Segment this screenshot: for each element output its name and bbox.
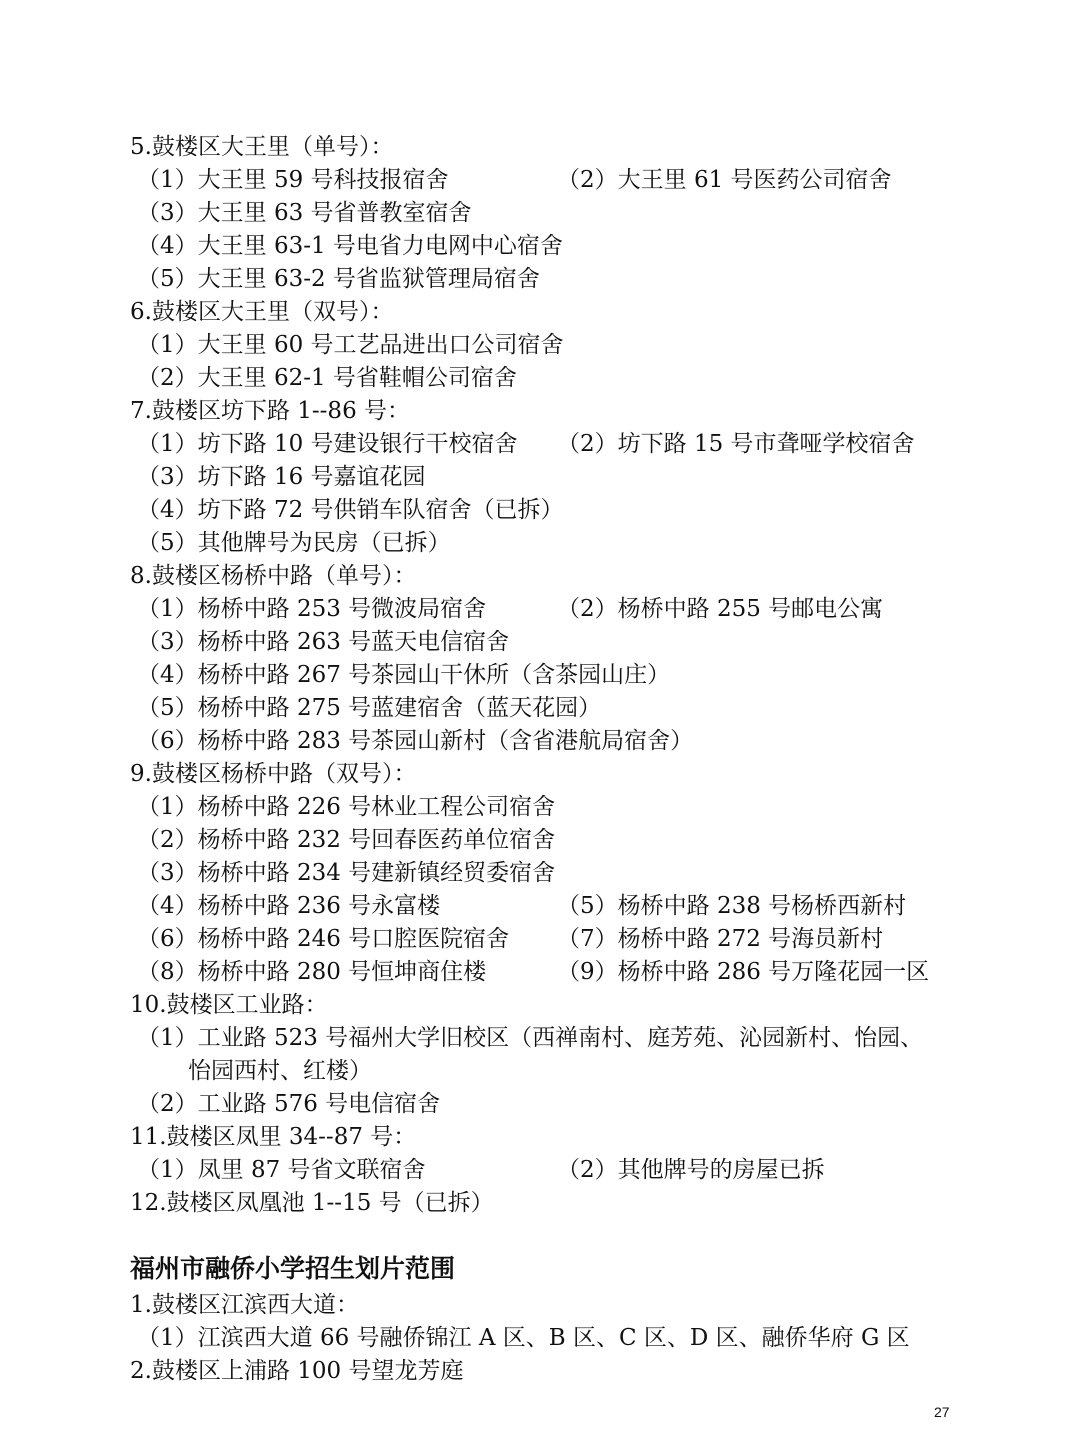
list-item: （9）杨桥中路 286 号万隆花园一区 bbox=[557, 959, 930, 985]
section-title: 1.鼓楼区江滨西大道： bbox=[130, 1292, 359, 1318]
list-item: （1）大王里 59 号科技报宿舍 bbox=[137, 167, 449, 193]
list-item: （5）其他牌号为民房（已拆） bbox=[137, 530, 451, 556]
list-item-continuation: 怡园西村、红楼） bbox=[188, 1058, 372, 1084]
list-item: （3）杨桥中路 234 号建新镇经贸委宿舍 bbox=[137, 860, 556, 886]
list-item: （2）坊下路 15 号市聋哑学校宿舍 bbox=[557, 431, 915, 457]
list-item: （2）大王里 62-1 号省鞋帽公司宿舍 bbox=[137, 365, 517, 391]
list-item: （5）杨桥中路 238 号杨桥西新村 bbox=[557, 893, 907, 919]
list-item: （2）工业路 576 号电信宿舍 bbox=[137, 1091, 441, 1117]
section-title: 2.鼓楼区上浦路 100 号望龙芳庭 bbox=[130, 1358, 464, 1384]
list-item: （1）大王里 60 号工艺品进出口公司宿舍 bbox=[137, 332, 564, 358]
list-item: （6）杨桥中路 283 号茶园山新村（含省港航局宿舍） bbox=[137, 728, 694, 754]
section-8-title: 8.鼓楼区杨桥中路（单号）： bbox=[130, 563, 417, 589]
list-item: （2）其他牌号的房屋已拆 bbox=[557, 1157, 825, 1183]
page-number: 27 bbox=[934, 1404, 950, 1420]
list-item: （6）杨桥中路 246 号口腔医院宿舍 bbox=[137, 926, 510, 952]
list-item: （2）杨桥中路 232 号回春医药单位宿舍 bbox=[137, 827, 556, 853]
list-item: （3）坊下路 16 号嘉谊花园 bbox=[137, 464, 426, 490]
section-6-title: 6.鼓楼区大王里（双号）： bbox=[130, 299, 394, 325]
list-item: （2）杨桥中路 255 号邮电公寓 bbox=[557, 596, 884, 622]
section-7-title: 7.鼓楼区坊下路 1--86 号： bbox=[130, 398, 411, 424]
list-item: （7）杨桥中路 272 号海员新村 bbox=[557, 926, 884, 952]
list-item: （2）大王里 61 号医药公司宿舍 bbox=[557, 167, 892, 193]
section-10-title: 10.鼓楼区工业路： bbox=[130, 992, 328, 1018]
list-item: （4）杨桥中路 236 号永富楼 bbox=[137, 893, 441, 919]
list-item: （1）坊下路 10 号建设银行干校宿舍 bbox=[137, 431, 518, 457]
list-item: （1）杨桥中路 253 号微波局宿舍 bbox=[137, 596, 487, 622]
list-item: （1）凤里 87 号省文联宿舍 bbox=[137, 1157, 426, 1183]
list-item: （5）杨桥中路 275 号蓝建宿舍（蓝天花园） bbox=[137, 695, 602, 721]
section-11-title: 11.鼓楼区凤里 34--87 号： bbox=[130, 1124, 417, 1150]
list-item: （1）工业路 523 号福州大学旧校区（西禅南村、庭芳苑、沁园新村、怡园、 bbox=[137, 1025, 924, 1051]
school-zone-heading: 福州市融侨小学招生划片范围 bbox=[130, 1254, 456, 1283]
section-5-title: 5.鼓楼区大王里（单号）： bbox=[130, 134, 394, 160]
list-item: （4）坊下路 72 号供销车队宿舍（已拆） bbox=[137, 497, 564, 523]
section-9-title: 9.鼓楼区杨桥中路（双号）： bbox=[130, 761, 417, 787]
list-item: （1）江滨西大道 66 号融侨锦江 A 区、B 区、C 区、D 区、融侨华府 G 区 bbox=[137, 1325, 910, 1351]
list-item: （1）杨桥中路 226 号林业工程公司宿舍 bbox=[137, 794, 556, 820]
list-item: （5）大王里 63-2 号省监狱管理局宿舍 bbox=[137, 266, 540, 292]
list-item: （3）大王里 63 号省普教室宿舍 bbox=[137, 200, 472, 226]
section-12-title: 12.鼓楼区凤凰池 1--15 号（已拆） bbox=[130, 1190, 494, 1216]
list-item: （4）杨桥中路 267 号茶园山干休所（含茶园山庄） bbox=[137, 662, 671, 688]
list-item: （3）杨桥中路 263 号蓝天电信宿舍 bbox=[137, 629, 510, 655]
list-item: （8）杨桥中路 280 号恒坤商住楼 bbox=[137, 959, 487, 985]
list-item: （4）大王里 63-1 号电省力电网中心宿舍 bbox=[137, 233, 563, 259]
